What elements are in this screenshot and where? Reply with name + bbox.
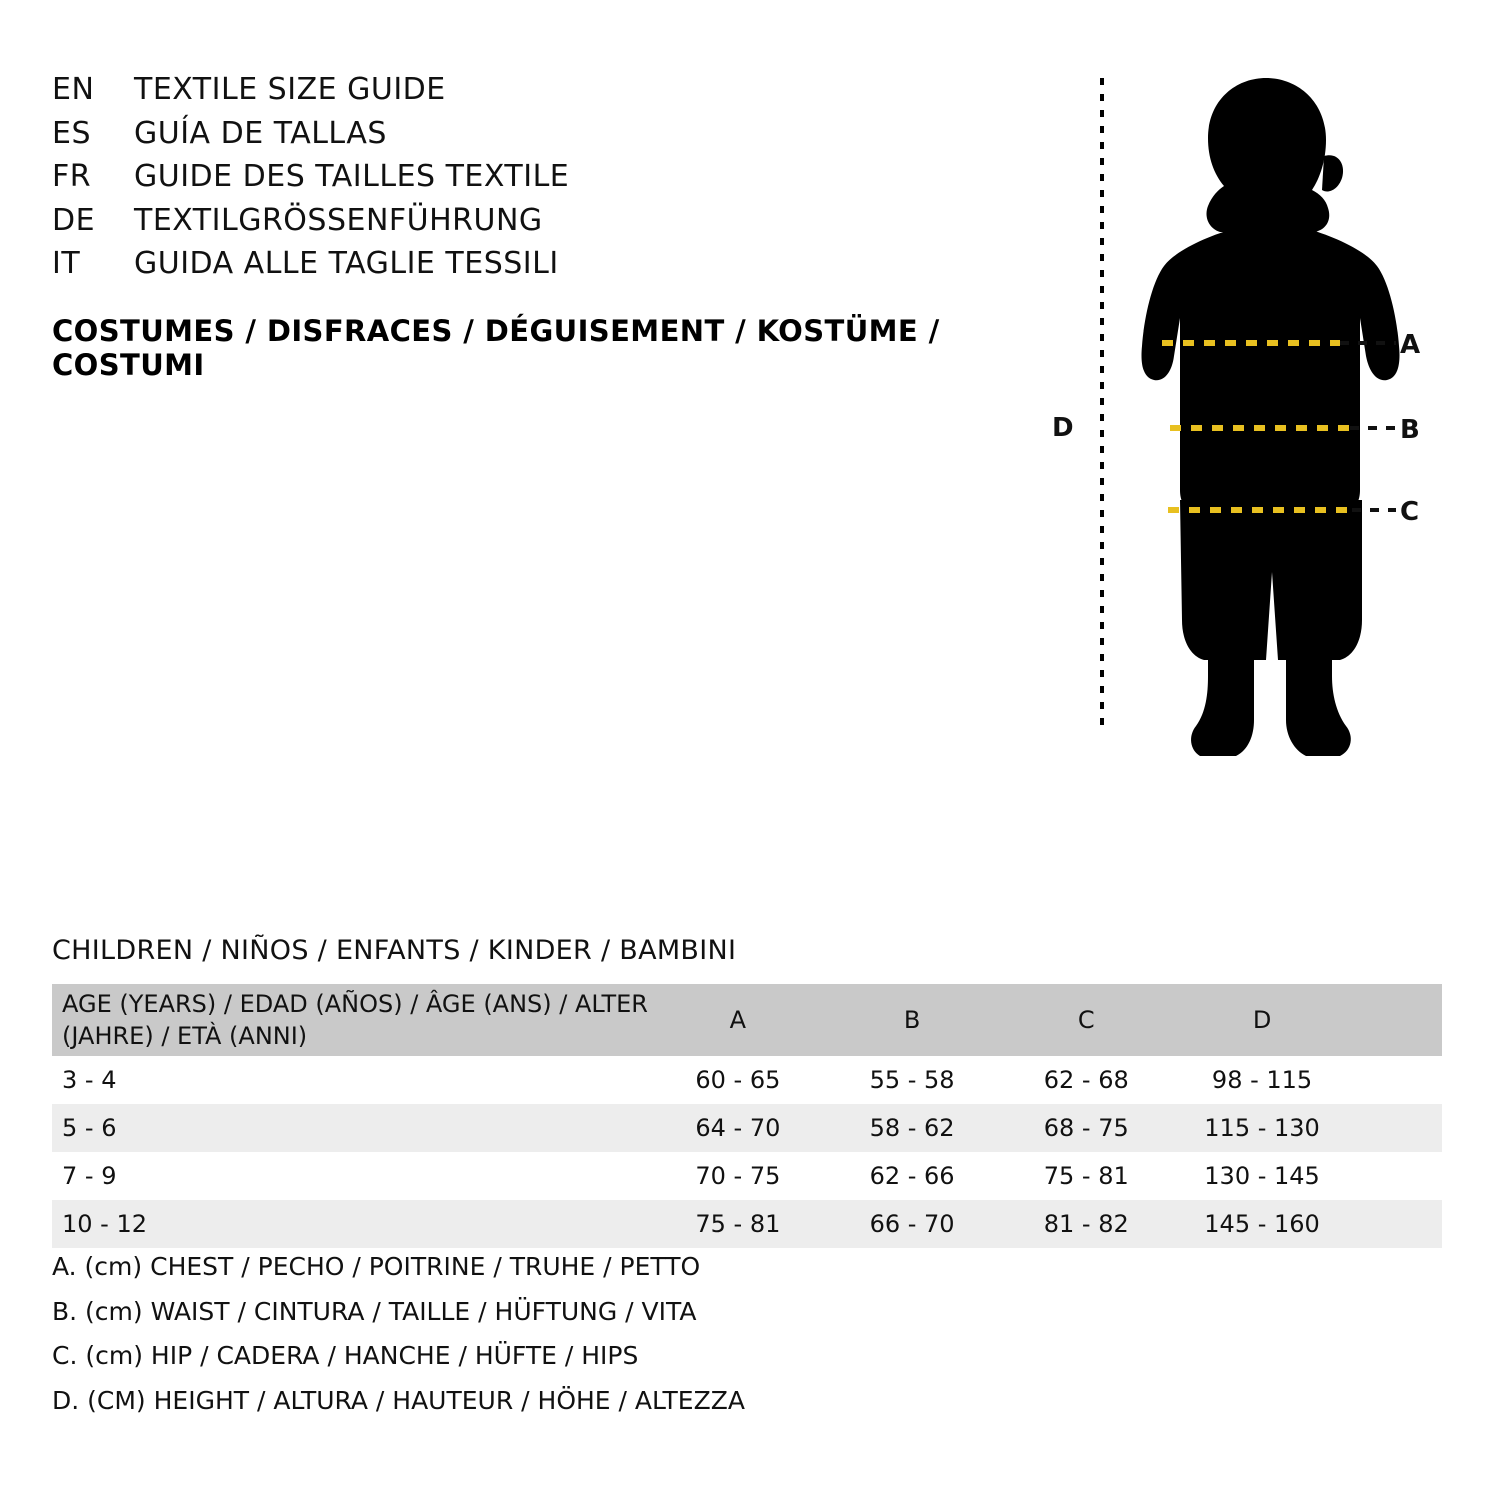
- cell-b: 66 - 70: [869, 1210, 955, 1238]
- header-a: A: [729, 1006, 747, 1034]
- cell-a: 70 - 75: [695, 1162, 781, 1190]
- language-code-es: ES: [52, 115, 91, 151]
- cell-b: 62 - 66: [869, 1162, 955, 1190]
- header-age: AGE (YEARS) / EDAD (AÑOS) / ÂGE (ANS) / ALTER (JAHRE) / ETÀ (ANNI): [62, 989, 648, 1050]
- cell-age: 3 - 4: [62, 1066, 117, 1094]
- language-row-es: [52, 112, 1032, 156]
- marker-label-c: C: [1400, 497, 1420, 527]
- header-d: D: [1252, 1006, 1272, 1034]
- table-row: [52, 1056, 1442, 1104]
- marker-label-a: A: [1400, 330, 1421, 360]
- language-text-es: GUÍA DE TALLAS: [134, 115, 387, 151]
- measurement-legend: [52, 1245, 745, 1423]
- cell-a: 75 - 81: [695, 1210, 781, 1238]
- language-text-en: TEXTILE SIZE GUIDE: [134, 72, 446, 107]
- cell-age: 10 - 12: [62, 1210, 147, 1238]
- cell-d: 130 - 145: [1204, 1162, 1320, 1190]
- table-row: [52, 1152, 1442, 1200]
- cell-c: 81 - 82: [1043, 1210, 1129, 1238]
- cell-a: 64 - 70: [695, 1114, 781, 1142]
- cell-spacer: [1351, 1056, 1442, 1104]
- cell-b: 58 - 62: [869, 1114, 955, 1142]
- cell-b: 55 - 58: [869, 1066, 955, 1094]
- child-silhouette-icon: [1040, 60, 1460, 760]
- header-block: [52, 68, 1032, 382]
- cell-a: 60 - 65: [695, 1066, 781, 1094]
- cell-d: 98 - 115: [1211, 1066, 1313, 1094]
- size-table: [52, 984, 1442, 1248]
- header-spacer: [1351, 984, 1442, 1056]
- header-b: B: [903, 1006, 921, 1034]
- language-code-en: EN: [52, 72, 95, 107]
- legend-item-d: D. (CM) HEIGHT / ALTURA / HAUTEUR / HÖHE / ALTEZZA: [52, 1385, 745, 1415]
- cell-age: 7 - 9: [62, 1162, 117, 1190]
- cell-c: 75 - 81: [1043, 1162, 1129, 1190]
- legend-item-a: A. (cm) CHEST / PECHO / POITRINE / TRUHE / PETTO: [52, 1252, 701, 1281]
- marker-label-d: D: [1052, 413, 1074, 443]
- cell-spacer: [1351, 1104, 1442, 1152]
- language-row-de: [52, 199, 1032, 243]
- language-code-it: IT: [52, 246, 81, 281]
- language-text-it: GUIDA ALLE TAGLIE TESSILI: [134, 246, 559, 281]
- legend-item-c: C. (cm) HIP / CADERA / HANCHE / HÜFTE / HIPS: [52, 1341, 639, 1370]
- silhouette-shape: [1142, 78, 1400, 756]
- cell-age: 5 - 6: [62, 1114, 117, 1142]
- table-row: [52, 1200, 1442, 1248]
- costumes-heading: COSTUMES / DISFRACES / DÉGUISEMENT / KOSTÜME / COSTUMI: [52, 313, 940, 382]
- children-section-title: CHILDREN / NIÑOS / ENFANTS / KINDER / BAMBINI: [52, 935, 737, 966]
- language-row-fr: [52, 155, 1032, 199]
- cell-c: 62 - 68: [1043, 1066, 1129, 1094]
- cell-spacer: [1351, 1152, 1442, 1200]
- cell-d: 115 - 130: [1204, 1114, 1320, 1142]
- size-table-section: [52, 935, 1442, 1248]
- language-row-it: [52, 242, 1032, 286]
- table-header-row: [52, 984, 1442, 1056]
- cell-c: 68 - 75: [1043, 1114, 1129, 1142]
- language-row-en: [52, 68, 1032, 112]
- table-row: [52, 1104, 1442, 1152]
- language-code-de: DE: [52, 202, 96, 238]
- language-code-fr: FR: [52, 159, 92, 194]
- legend-item-b: B. (cm) WAIST / CINTURA / TAILLE / HÜFTUNG / VITA: [52, 1296, 697, 1326]
- language-text-fr: GUIDE DES TAILLES TEXTILE: [134, 159, 570, 194]
- size-figure: [1040, 60, 1460, 760]
- cell-d: 145 - 160: [1204, 1210, 1320, 1238]
- header-c: C: [1077, 1006, 1095, 1034]
- language-text-de: TEXTILGRÖSSENFÜHRUNG: [134, 202, 543, 238]
- marker-label-b: B: [1400, 415, 1420, 445]
- cell-spacer: [1351, 1200, 1442, 1248]
